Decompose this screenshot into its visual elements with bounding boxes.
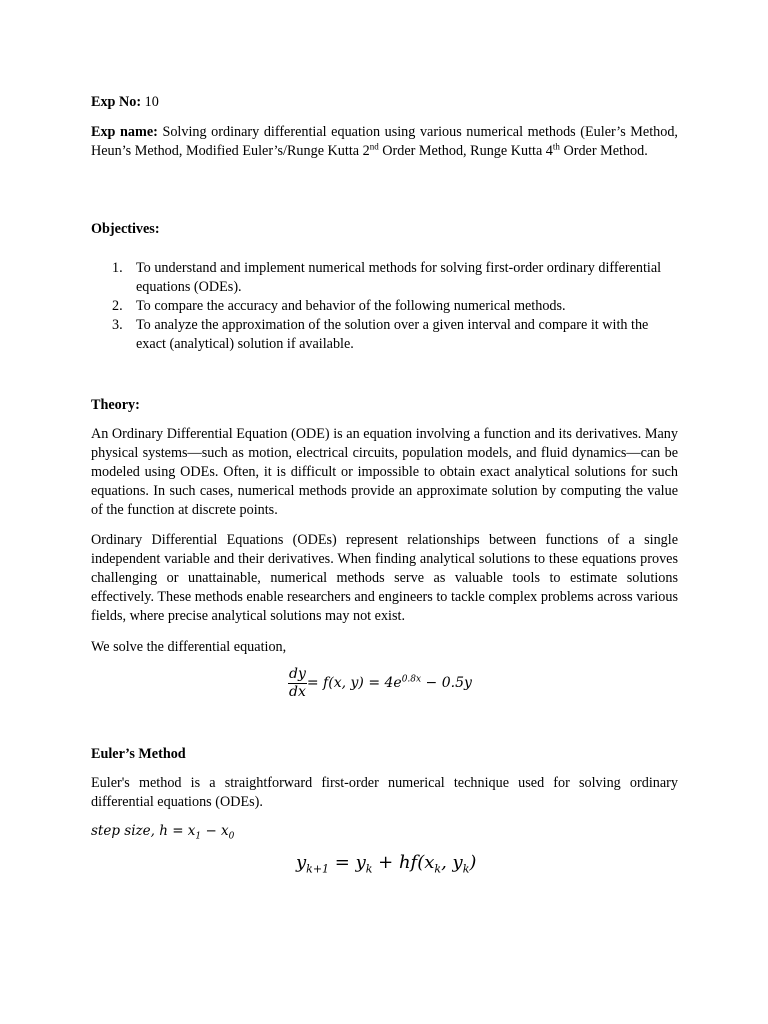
theory-paragraph-3: We solve the differential equation,	[91, 639, 287, 655]
exp-name-label: Exp name:	[91, 124, 158, 140]
exp-name: Exp name: Solving ordinary differential equation using various numerical methods (Euler’s Method, Heun’s Method, Modified Euler’s/Runge Kutta 2nd Order Method, Runge Kutta 4th Order Method.	[91, 124, 678, 159]
objectives-list	[91, 259, 678, 354]
list-item: 1. To understand and implement numerical methods for solving first-order ordinary differential equations (ODEs).	[112, 260, 662, 295]
derivative-fraction: $\frac{dy}{dx}$	[289, 666, 306, 700]
theory-paragraph-2: Ordinary Differential Equations (ODEs) represent relationships between functions of a single independent variable and their derivatives. When finding analytical solutions to these equations proves challenging or unattainable, numerical methods serve as valuable tools to estimate solutions effectively. These methods enable researchers and engineers to tackle complex problems across various fields, where precise analytical solutions may not exist.	[91, 532, 678, 624]
differential-equation: $\frac{dy}{dx}$ = f(x, $y) = 4e^{0.8x} - 0.5y$	[289, 666, 472, 700]
theory-heading: Theory:	[91, 397, 140, 413]
exp-number	[91, 93, 678, 112]
euler-heading: Euler’s Method	[91, 746, 186, 762]
list-item: 3. To analyze the approximation of the solution over a given interval and compare it with the exact (analytical) solution if available.	[112, 317, 649, 352]
exp-number-value: 10	[141, 94, 159, 110]
theory-paragraph-1: An Ordinary Differential Equation (ODE) is an equation involving a function and its derivatives. Many physical systems—such as motion, electrical circuits, population models, and fluid dynamics—can be modeled using ODEs. Often, it is difficult or impossible to obtain exact analytical solutions for such equations. In such cases, numerical methods provide an approximate solution by computing the value of the function at discrete points.	[91, 426, 678, 518]
exp-number-label: Exp No:	[91, 94, 142, 110]
step-size-formula: step size, $h = x_1 - x_0$	[91, 823, 235, 842]
euler-paragraph: Euler's method is a straightforward first-order numerical technique used for solving ordinary differential equations (ODEs).	[91, 775, 678, 810]
objectives-heading: Objectives:	[91, 221, 160, 237]
euler-formula: $y_{k+1} = y_k + hf(x_k$, $y_k$)	[296, 852, 477, 876]
list-item: 2. To compare the accuracy and behavior of the following numerical methods.	[112, 298, 566, 314]
